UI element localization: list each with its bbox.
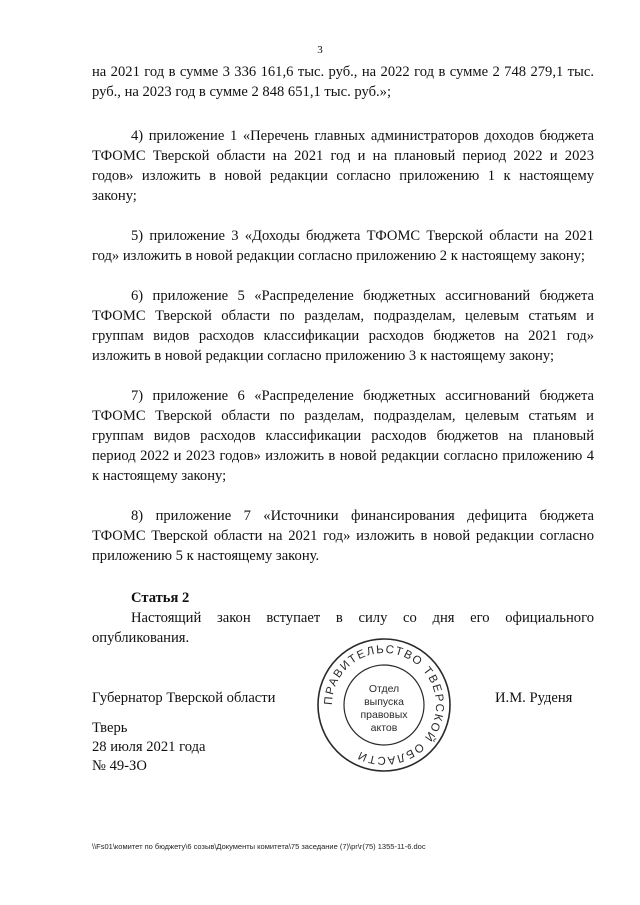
stamp-line-4: актов xyxy=(370,722,398,734)
law-date: 28 июля 2021 года xyxy=(92,739,206,755)
official-stamp xyxy=(315,636,453,774)
city: Тверь xyxy=(92,720,128,736)
article-text: Настоящий закон вступает в силу со дня его официального опубликования. xyxy=(92,610,594,646)
stamp-seal-icon xyxy=(315,636,453,774)
paragraph-item-7: 7) приложение 6 «Распределение бюджетных ассигнований бюджета ТФОМС Тверской области по разделам, подразделам, целевым статьям и группам видов расходов классификации расходов бюджетов на плановый период 2022 и 2023 годов» изложить в новой редакции согласно приложению 4 к настоящему закону; xyxy=(92,388,594,484)
page-number: 3 xyxy=(317,44,323,56)
signature-position: Губернатор Тверской области xyxy=(92,690,276,706)
place-date-block xyxy=(92,719,205,776)
stamp-line-3: правовых xyxy=(360,709,408,721)
stamp-line-2: выпуска xyxy=(364,696,404,708)
paragraph-item-4: 4) приложение 1 «Перечень главных администраторов доходов бюджета ТФОМС Тверской области на 2021 год и на плановый период 2022 и 2023 годов» изложить в новой редакции согласно приложению 1 к настоящему закону; xyxy=(92,128,594,204)
paragraph-item-6: 6) приложение 5 «Распределение бюджетных ассигнований бюджета ТФОМС Тверской области по разделам, подразделам, целевым статьям и группам видов расходов классификации расходов бюджетов на 2021 год» изложить в новой редакции согласно приложению 3 к настоящему закону; xyxy=(92,288,594,364)
paragraph-item-5: 5) приложение 3 «Доходы бюджета ТФОМС Тверской области на 2021 год» изложить в новой редакции согласно приложению 2 к настоящему закону; xyxy=(92,228,594,264)
document-body xyxy=(92,62,594,648)
stamp-ring-text: ПРАВИТЕЛЬСТВО ТВЕРСКОЙ ОБЛАСТИ xyxy=(322,643,446,767)
stamp-line-1: Отдел xyxy=(368,683,400,695)
article-title: Статья 2 xyxy=(131,590,190,606)
signature-name: И.М. Руденя xyxy=(495,690,573,706)
law-number: № 49-ЗО xyxy=(92,758,147,774)
paragraph-item-8: 8) приложение 7 «Источники финансирования дефицита бюджета ТФОМС Тверской области на 2021 год» изложить в новой редакции согласно приложению 5 к настоящему закону. xyxy=(92,508,594,564)
paragraph-continuation: на 2021 год в сумме 3 336 161,6 тыс. руб., на 2022 год в сумме 2 748 279,1 тыс. руб., на 2023 год в сумме 2 848 651,1 тыс. руб.»; xyxy=(92,64,594,100)
footer-file-path: \\Fs01\комитет по бюджету\6 созыв\Документы комитета\75 заседание (7)\pr\r(75) 1355-11-6.doc xyxy=(92,842,426,851)
